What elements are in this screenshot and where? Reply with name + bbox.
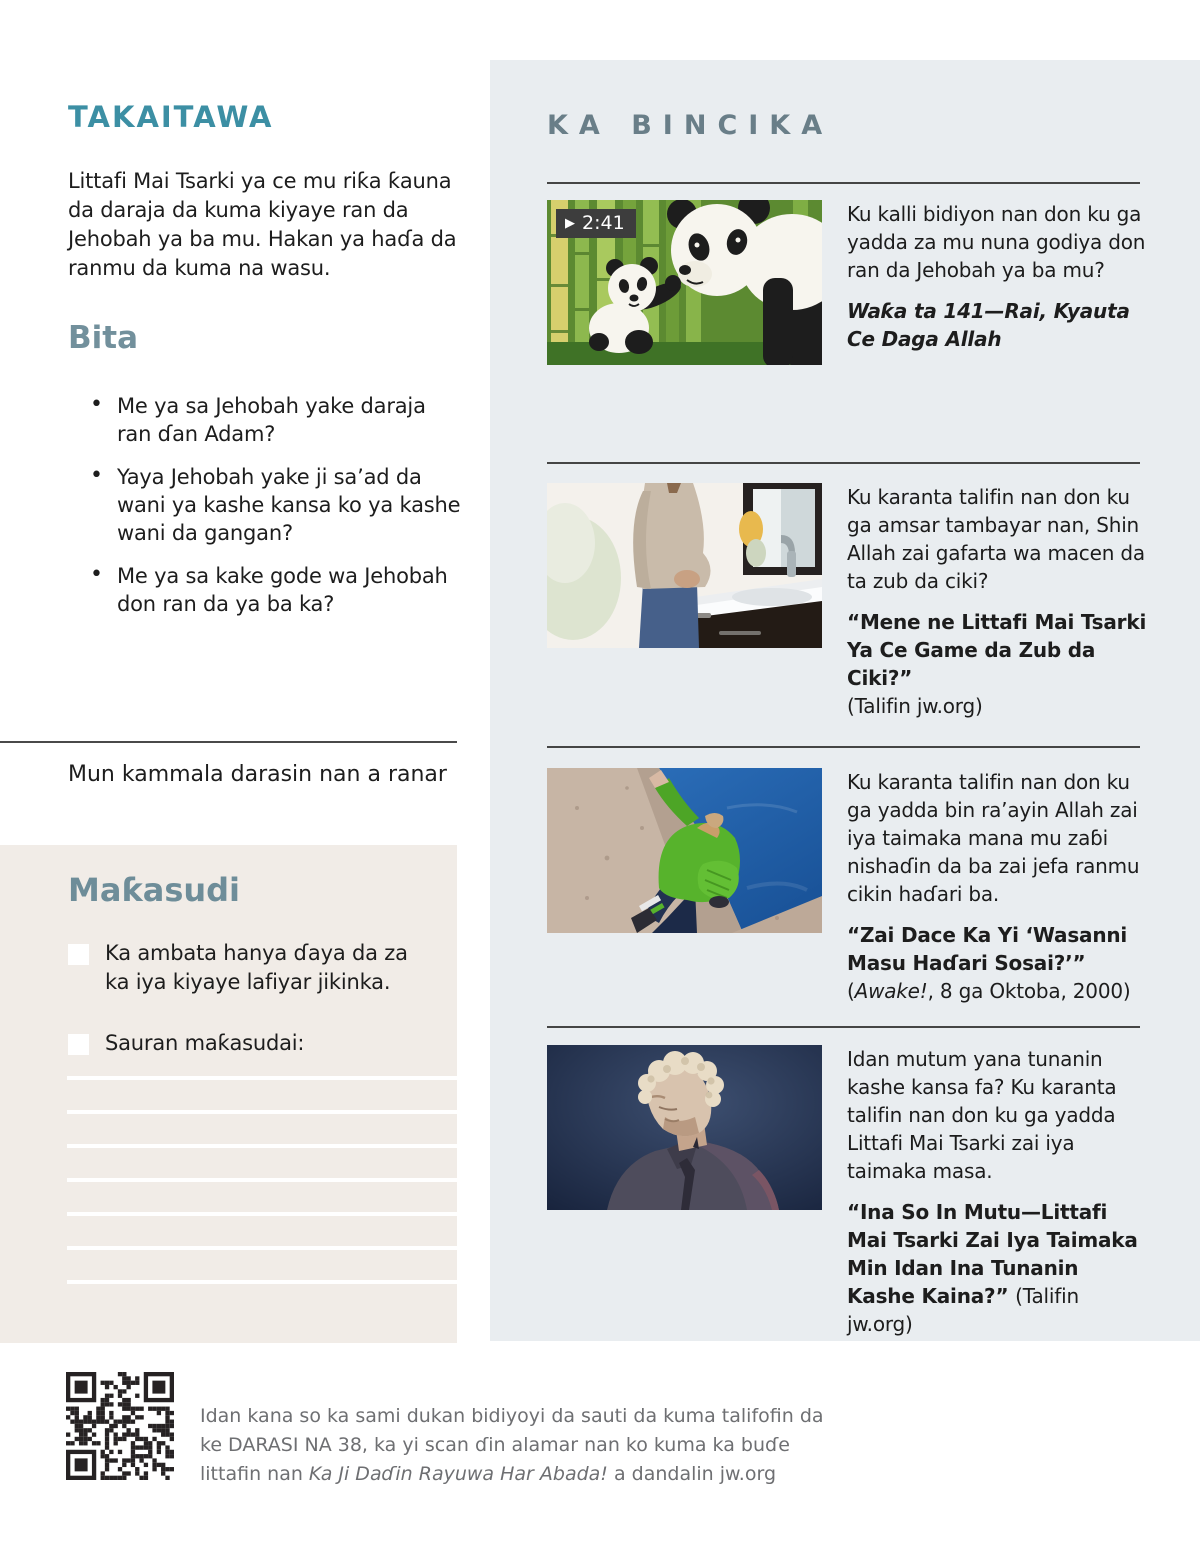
article-source: (Talifin jw.org) <box>847 1284 1079 1336</box>
item-text <box>847 768 1147 1005</box>
item-divider <box>547 182 1140 184</box>
sad-man-drawing <box>547 1045 822 1210</box>
explore-item <box>547 1045 1147 1338</box>
pregnant-woman-photo <box>547 483 822 648</box>
item-divider <box>547 462 1140 464</box>
sad-man-illustration <box>547 1045 822 1210</box>
writing-line <box>67 1280 457 1284</box>
article-title-link[interactable]: “Mene ne Littafi Mai Tsarki Ya Ce Game da Zub da Ciki?” <box>847 610 1147 690</box>
review-question: • Me ya sa Jehobah yake daraja ran ɗan Adam? <box>90 392 462 448</box>
review-heading: Bita <box>68 320 138 356</box>
completion-date-label: Mun kammala darasin nan a ranar <box>68 762 447 787</box>
item-description: Ku karanta talifin nan don ku ga yadda bin ra’ayin Allah zai iya taimaka mana mu zaɓi nishaɗin da ba zai jefa ranmu cikin haɗari ba. <box>847 770 1140 906</box>
play-icon: ▶ <box>565 215 575 231</box>
review-question: • Me ya sa kake gode wa Jehobah don ran da ya ba ka? <box>90 562 462 618</box>
rock-climber-illustration <box>547 768 822 933</box>
footer-scan-instructions <box>200 1402 830 1489</box>
explore-item <box>547 200 1147 365</box>
qr-code <box>66 1372 174 1480</box>
article-source: (Awake!, 8 ga Oktoba, 2000) <box>847 979 1131 1003</box>
goals-box <box>0 845 457 1343</box>
article-title-link[interactable]: “Ina So In Mutu—Littafi Mai Tsarki Zai Iya Taimaka Min Idan Ina Tunanin Kashe Kaina?” <box>847 1200 1138 1308</box>
panda-video-thumbnail[interactable] <box>547 200 822 365</box>
item-description: Idan mutum yana tunanin kashe kansa fa? Ku karanta talifin nan don ku ga yadda Littafi Mai Tsarki zai iya taimaka masa. <box>847 1047 1117 1183</box>
pregnant-woman-illustration <box>547 483 822 648</box>
goal-checkbox[interactable] <box>68 1034 89 1055</box>
song-reference-link[interactable]: Waƙa ta 141—Rai, Kyauta Ce Daga Allah <box>847 299 1130 351</box>
article-title-link[interactable]: “Zai Dace Ka Yi ‘Wasanni Masu Haɗari Sosai?’” <box>847 923 1128 975</box>
summary-heading: TAKAITAWA <box>68 100 274 134</box>
writing-line <box>67 1178 457 1182</box>
item-description: Ku kalli bidiyon nan don ku ga yadda za mu nuna godiya don ran da Jehobah ya ba mu? <box>847 202 1146 282</box>
item-description: Ku karanta talifin nan don ku ga amsar tambayar nan, Shin Allah zai gafarta wa macen da ta zub da ciki? <box>847 485 1145 593</box>
item-divider <box>547 746 1140 748</box>
item-text <box>847 1045 1147 1338</box>
footer-book-title: Ka Ji Daɗin Rayuwa Har Abada! <box>308 1463 608 1485</box>
writing-line <box>67 1144 457 1148</box>
review-question: • Yaya Jehobah yake ji sa’ad da wani ya kashe kansa ko ya kashe wani da gangan? <box>90 463 462 547</box>
goal-row <box>68 939 428 997</box>
rock-climber-photo <box>547 768 822 933</box>
explore-heading: KA BINCIKA <box>547 110 834 141</box>
goals-heading: Maƙasudi <box>68 871 241 909</box>
explore-item <box>547 768 1147 1005</box>
explore-panel <box>490 60 1200 1341</box>
review-question-list <box>90 392 462 633</box>
item-text <box>847 200 1147 365</box>
video-duration-badge <box>556 209 636 238</box>
item-text <box>847 483 1147 720</box>
summary-paragraph: Littafi Mai Tsarki ya ce mu riƙa ƙauna da daraja da kuma kiyaye ran da Jehobah ya ba mu. Hakan ya haɗa da ranmu da kuma na wasu. <box>68 169 457 280</box>
footer-text-segment: Idan kana so ka sami dukan bidiyoyi da sauti da kuma talifofin da ke DARASI NA 38, ka yi scan ɗin alamar nan ko kuma ka buɗe littafin nan <box>200 1405 824 1485</box>
video-duration: 2:41 <box>582 212 625 234</box>
goal-checkbox[interactable] <box>68 944 89 965</box>
footer-text-segment: a dandalin jw.org <box>607 1463 777 1485</box>
writing-line <box>67 1076 457 1080</box>
writing-line <box>67 1110 457 1114</box>
item-divider <box>547 1026 1140 1028</box>
goal-label: Ka ambata hanya ɗaya da za ka iya kiyaye lafiyar jikinka. <box>105 941 408 994</box>
explore-item <box>547 483 1147 720</box>
goal-label: Sauran maƙasudai: <box>105 1031 305 1055</box>
writing-line <box>67 1246 457 1250</box>
writing-line <box>67 1212 457 1216</box>
goal-row <box>68 1029 428 1058</box>
article-source: (Talifin jw.org) <box>847 694 983 718</box>
left-section-divider <box>0 741 457 743</box>
